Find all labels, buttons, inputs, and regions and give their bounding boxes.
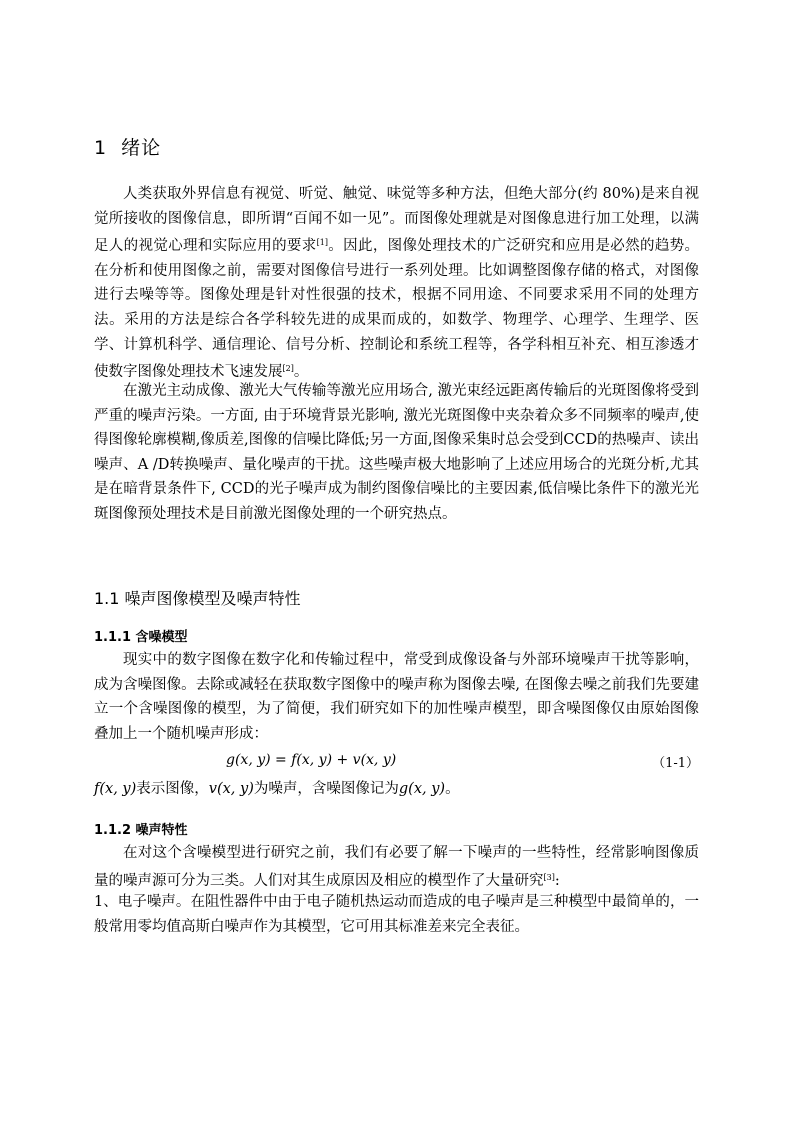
chapter-title: 绪论 xyxy=(121,137,162,159)
math-v: v(x, y) xyxy=(208,781,254,797)
equation-explanation xyxy=(94,777,699,802)
section-1-1-number: 1.1 xyxy=(94,589,120,608)
chapter-heading xyxy=(94,133,161,160)
section-1-1-1-title: 含噪模型 xyxy=(135,630,188,645)
section-heading-1-1-2 xyxy=(94,819,188,838)
section-1-1-2-number: 1.1.2 xyxy=(94,823,132,838)
noise-p1-text: 在对这个含噪模型进行研究之前，我们有必要了解一下噪声的一些特性，经常影响图像质量的噪声源可分为三类。人们对其生成原因及相应的模型作了大量研究 xyxy=(94,845,699,889)
citation-3: [3] xyxy=(543,872,555,882)
section-1-1-title: 噪声图像模型及噪声特性 xyxy=(124,589,301,608)
eq-explain-text-2: 为噪声，含噪图像记为 xyxy=(253,781,399,797)
noise-model-paragraph: 现实中的数字图像在数字化和传输过程中，常受到成像设备与外部环境噪声干扰等影响，成为含噪图像。去除或减轻在获取数字图像中的噪声称为图像去噪, 在图像去噪之前我们先要建立一个含噪图像的模型，为了简便，我们研究如下的加性噪声模型，即含噪图像仅由原始图像叠加上一个随机噪声形成： xyxy=(94,652,699,742)
section-1-1-2-title: 噪声特性 xyxy=(135,823,188,838)
section-heading-1-1-1 xyxy=(94,626,188,645)
noise-p1-tail: : xyxy=(554,872,560,889)
intro-p1-text-b: 。因此，图像处理技术的广泛研究和应用是必然的趋势。在分析和使用图像之前，需要对图像信号进行一系列处理。比如调整图像存储的格式，对图像进行去噪等等。图像处理是针对性很强的技术，根据不同用途、不同要求采用不同的处理方法。采用的方法是综合各学科较先进的成果而成的，如数学、物理学、心理学、生理学、医学、计算机科学、通信理论、信号分析、控制论和系统工程等，各学科相互补充、相互渗透才使数字图像处理技术飞速发展 xyxy=(94,238,700,381)
equation-1-1 xyxy=(94,752,699,774)
noise-characteristics-paragraph xyxy=(94,841,699,893)
equation-number: （1-1） xyxy=(652,756,699,771)
intro-p1-text-a: 人类获取外界信息有视觉、听觉、触觉、味觉等多种方法，但绝大部分(约 80%)是来自视觉所接收的图像信息，即所谓“百闻不如一见”。而图像处理就是对图像息进行加工处理，以满足人的视觉心理和实际应用的要求 xyxy=(94,186,699,255)
equation-expression: g(x, y) = f(x, y) + v(x, y) xyxy=(226,752,397,768)
chapter-number: 1 xyxy=(94,137,108,159)
intro-paragraph-2: 在激光主动成像、激光大气传输等激光应用场合, 激光束经远距离传输后的光斑图像将受到严重的噪声污染。一方面, 由于环境背景光影响, 激光光斑图像中夹杂着众多不同频率的噪声,使得图像轮廓模糊,像质差,图像的信噪比降低;另一方面,图像采集时总会受到CCD的热噪声、读出噪声、A /D转换噪声、量化噪声的干扰。这些噪声极大地影响了上述应用场合的光斑分析,尤其是在暗背景条件下, CCD的光子噪声成为制约图像信噪比的主要因素,低信噪比条件下的激光光斑图像预处理技术是目前激光图像处理的一个研究热点。 xyxy=(94,383,699,522)
electronic-noise-paragraph: 1、电子噪声。在阻性器件中由于电子随机热运动而造成的电子噪声是三种模型中最简单的，一般常用零均值高斯白噪声作为其模型，它可用其标准差来完全表征。 xyxy=(94,894,699,935)
citation-1: [1] xyxy=(316,238,328,248)
section-1-1-1-number: 1.1.1 xyxy=(94,630,132,645)
citation-2: [2] xyxy=(282,364,294,374)
intro-paragraph-1 xyxy=(94,182,699,385)
eq-explain-text-3: 。 xyxy=(445,781,460,797)
math-f: f(x, y) xyxy=(94,781,137,797)
math-g: g(x, y) xyxy=(398,781,446,797)
intro-p1-text-c: 。 xyxy=(293,364,309,381)
eq-explain-text-1: 表示图像， xyxy=(136,781,209,797)
section-heading-1-1 xyxy=(94,586,301,609)
